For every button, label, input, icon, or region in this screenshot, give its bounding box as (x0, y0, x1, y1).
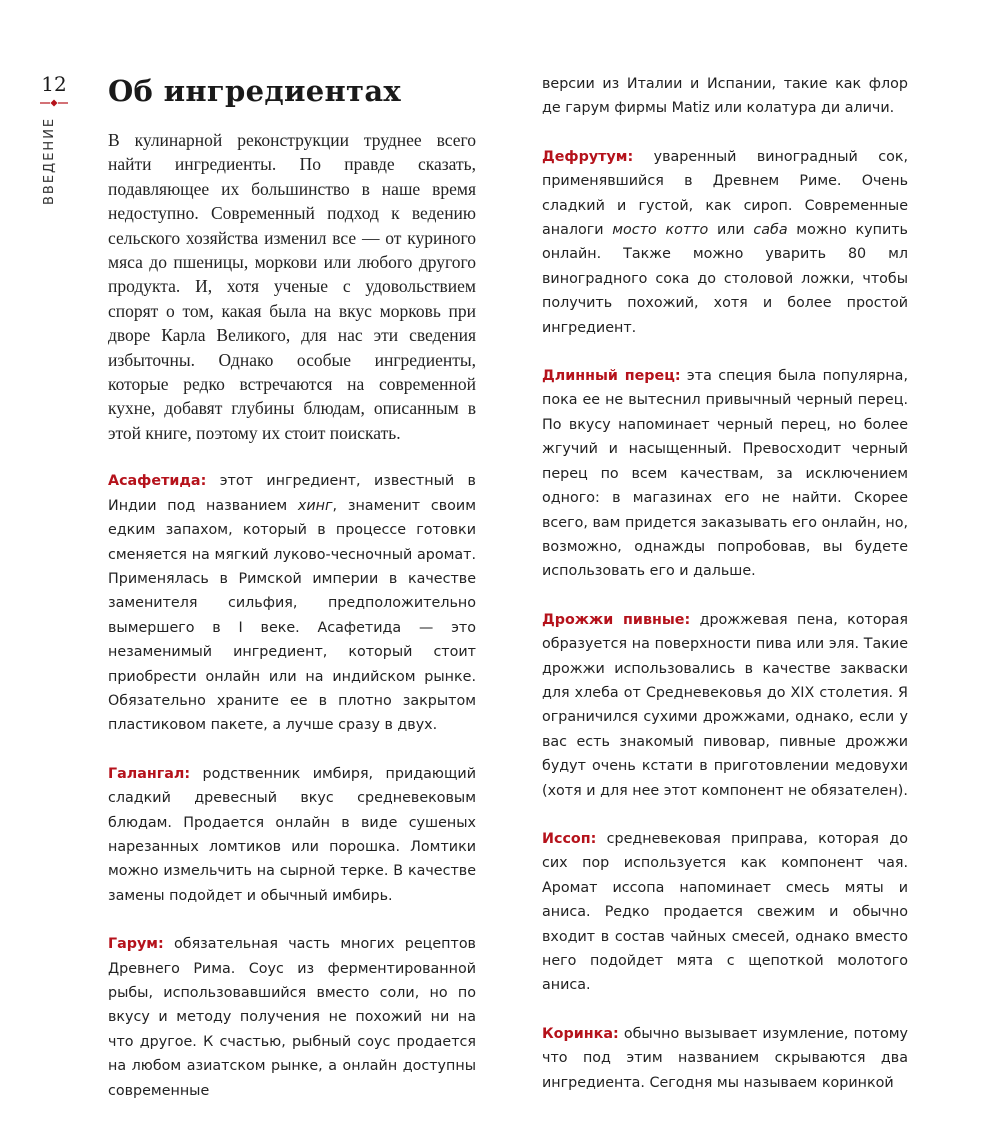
entry-term: Длинный перец: (542, 368, 681, 385)
entry-garum (108, 932, 476, 1103)
entry-term: Гарум: (108, 936, 164, 953)
entry-term: Асафетида: (108, 473, 207, 490)
entry-text: средневековая приправа, которая до сих пор используется как компонент чая. Аромат иссопа напоминает смесь мяты и аниса. Редко продается свежим и обычно входит в состав чайных смесей, однако вместо него подойдет мята с щепоткой молотого аниса. (542, 830, 908, 994)
entry-italic: саба (753, 222, 788, 239)
garum-continuation: версии из Италии и Испании, такие как флор де гарум фирмы Matiz или колатура ди аличи. (542, 76, 908, 117)
entry-text: обычно вызывает изумление, потому что под этим названием скрываются два ингредиента. Сегодня мы называем коринкой (542, 1025, 908, 1091)
entry-term: Иссоп: (542, 830, 597, 847)
entry-defrutum (542, 145, 908, 340)
entry-term: Дефрутум: (542, 148, 634, 165)
entry-text: родственник имбиря, придающий сладкий древесный вкус средневековым блюдам. Продается онлайн в виде сушеных нарезанных ломтиков или порошка. Ломтики можно измельчить на сырной терке. В качестве замены подойдет и обычный имбирь. (108, 765, 476, 904)
entry-term: Коринка: (542, 1025, 619, 1042)
page-title: Об ингредиентах (108, 74, 401, 108)
entry-text: обязательная часть многих рецептов Древнего Рима. Соус из ферментированной рыбы, использовавшийся вместо соли, но по вкусу и методу получения не похожий ни на что другое. К счастью, рыбный соус продается на любом азиатском рынке, а онлайн доступны современные (108, 936, 476, 1099)
right-column (542, 70, 908, 1095)
entry-currant (542, 1022, 908, 1095)
page-ornament-icon (40, 99, 68, 107)
entry-long-pepper (542, 364, 908, 584)
entry-term: Дрожжи пивные: (542, 611, 691, 628)
entry-text: или (708, 222, 754, 239)
entry-asafoetida (108, 469, 476, 737)
entry-text: этот ингредиент, известный в Индии под названием (108, 473, 476, 514)
entry-text: можно купить онлайн. Также можно уварить 80 мл виноградного сока до столовой ложки, чтобы получить похожий, хотя и более простой ингредиент. (542, 222, 908, 336)
entry-text: дрожжевая пена, которая образуется на поверхности пива или эля. Такие дрожжи использовались в качестве закваски для хлеба от Средневековья до XIX столетия. Я ограничился сухими дрожжами, однако, если у вас есть знакомый пивовар, пивные дрожжи будут очень кстати в приготовлении медовухи (хотя и для нее этот компонент не обязателен). (542, 611, 909, 799)
entry-italic: хинг (297, 497, 333, 514)
entry-brewers-yeast (542, 608, 908, 803)
entry-text: уваренный виноградный сок, применявшийся в Древнем Риме. Очень сладкий и густой, как сироп. Современные аналоги (542, 148, 908, 239)
entry-text: , знаменит своим едким запахом, который в процессе готовки сменяется на мягкий луково-чесночный аромат. Применялась в Римской империи в качестве заменителя сильфия, предположительно вымершего в I веке. Асафетида — это незаменимый ингредиент, который стоит приобрести онлайн или на индийском рынке. Обязательно храните ее в плотно закрытом пластиковом пакете, а лучше сразу в двух. (108, 497, 476, 734)
page-number: 12 (41, 72, 67, 96)
left-column (108, 70, 476, 1103)
entry-hyssop (542, 827, 908, 998)
intro-paragraph: В кулинарной реконструкции труднее всего найти ингредиенты. По правде сказать, подавляющее их большинство в наше время недоступно. Современный подход к ведению сельского хозяйства изменил все — от куриного мяса до пшеницы, моркови или любого другого продукта. И, хотя ученые с удовольствием спорят о том, какая была на вкус морковь при дворе Карла Великого, для нас эти сведения избыточны. Однако особые ингредиенты, которые редко встречаются на современной кухне, добавят глубины блюдам, описанным в этой книге, поэтому их стоит поискать. (108, 130, 476, 443)
entry-term: Галангал: (108, 765, 191, 782)
entry-galangal (108, 762, 476, 908)
entry-italic: мосто котто (612, 222, 709, 239)
section-label: ВВЕДЕНИЕ (42, 116, 57, 205)
entry-text: эта специя была популярна, пока ее не вытеснил привычный черный перец. По вкусу напоминает черный перец, но более жгучий и насыщенный. Превосходит черный перец по всем качествам, за исключением одного: в магазинах его не найти. Скорее всего, вам придется заказывать его онлайн, но, возможно, однажды попробовав, вы будете использовать его и дальше. (542, 368, 908, 580)
